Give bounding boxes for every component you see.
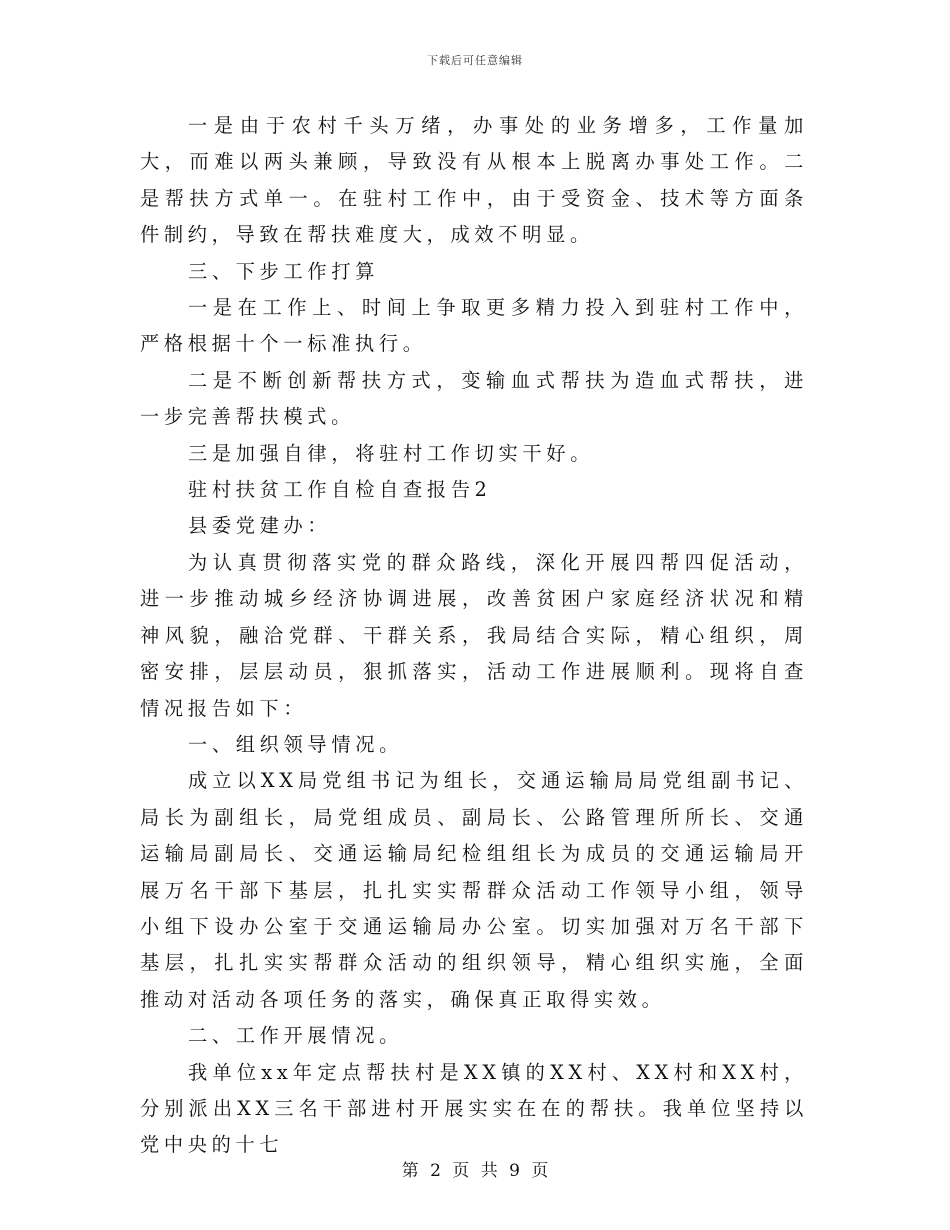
- report-title: 驻村扶贫工作自检自查报告2: [188, 478, 492, 502]
- paragraph: 一是在工作上、时间上争取更多精力投入到驻村工作中，严格根据十个一标准执行。: [140, 296, 808, 356]
- paragraph: 我单位xx年定点帮扶村是XX镇的XX村、XX村和XX村，分别派出XX三名干部进村开展实实在在的帮扶。我单位坚持以党中央的十七: [140, 1060, 808, 1157]
- salutation: 县委党建办：: [188, 514, 332, 538]
- section-heading: 一、组织领导情况。: [188, 732, 403, 756]
- section-heading: 二、工作开展情况。: [188, 1024, 403, 1048]
- page-number: 第 2 页 共 9 页: [401, 1161, 549, 1181]
- paragraph: 成立以XX局党组书记为组长，交通运输局局党组副书记、局长为副组长，局党组成员、副局长、公路管理所所长、交通运输局副局长、交通运输局纪检组组长为成员的交通运输局开展万名干部下基层，扎扎实实帮群众活动工作领导小组，领导小组下设办公室于交通运输局办公室。切实加强对万名干部下基层，扎扎实实帮群众活动的组织领导，精心组织实施，全面推动对活动各项任务的落实，确保真正取得实效。: [140, 769, 808, 1011]
- paragraph: 三是加强自律，将驻村工作切实干好。: [188, 441, 595, 465]
- paragraph: 为认真贯彻落实党的群众路线，深化开展四帮四促活动，进一步推动城乡经济协调进展，改善贫困户家庭经济状况和精神风貌，融洽党群、干群关系，我局结合实际，精心组织，周密安排，层层动员，狠抓落实，活动工作进展顺利。现将自查情况报告如下：: [140, 550, 808, 720]
- paragraph: 一是由于农村千头万绪，办事处的业务增多，工作量加大，而难以两头兼顾，导致没有从根本上脱离办事处工作。二是帮扶方式单一。在驻村工作中，由于受资金、技术等方面条件制约，导致在帮扶难度大，成效不明显。: [140, 114, 808, 247]
- header-note: 下载后可任意编辑: [427, 54, 523, 67]
- paragraph: 二是不断创新帮扶方式，变输血式帮扶为造血式帮扶，进一步完善帮扶模式。: [140, 368, 808, 429]
- document-body: [140, 108, 808, 1164]
- section-heading: 三、下步工作打算: [188, 259, 380, 283]
